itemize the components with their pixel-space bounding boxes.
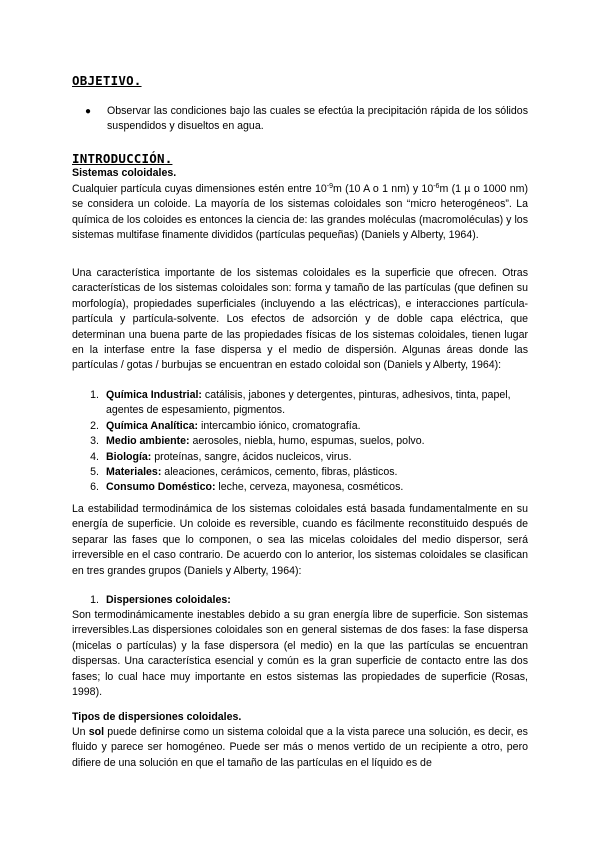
p1-part-a: Cualquier partícula cuyas dimensiones estén entre 10: [72, 183, 327, 195]
bullet-icon: ●: [85, 106, 92, 117]
list-item: 5. Materiales: aleaciones, cerámicos, cemento, fibras, plásticos.: [90, 466, 398, 479]
paragraph-estabilidad: La estabilidad termodinámica de los sistemas coloidales está basada fundamentalmente en su energía de superficie. Un coloide es reversible, cuando es fácilmente reconstituido después de separar las fases que lo componen, o sea las micelas coloidales del medio dispersor, será irreversible en el caso contrario. De acuerdo con lo anterior, los sistemas coloidales se clasifican en tres grandes grupos (Daniels y Alberty, 1964):: [72, 503, 528, 577]
subheading-text: Sistemas coloidales.: [72, 167, 177, 179]
paragraph-caracteristicas: Una característica importante de los sistemas coloidales es la superficie que ofrecen. Otras características de los sistemas coloidales son: forma y tamaño de las partículas (que definen su morfología), propiedades superficiales (incluyendo a las eléctricas), e interacciones partícula-partícula y partícula-solvente. Los efectos de adsorción y de doble capa eléctrica, que determinan una buena parte de las propiedades físicas de los sistemas coloidales, tienen lugar en la interfase entre la fase dispersa y el medio de dispersión. Algunas áreas donde las partículas / gotas / burbujas se encuentran en estado coloidal son (Daniels y Alberty, 1964):: [72, 267, 528, 372]
p5-sol-term: sol: [88, 726, 105, 738]
objetivo-heading: OBJETIVO.: [72, 73, 142, 88]
group-list: [72, 593, 528, 608]
list-item: 4. Biología: proteínas, sangre, ácidos nucleicos, virus.: [90, 450, 352, 463]
paragraph-dispersiones: Son termodinámicamente inestables debido a su gran energía libre de superficie. Son sistemas irreversibles.Las dispersiones coloidales son en general sistemas de dos fases: la fase dispersa (micelas o partículas) y la fase dispersora (el medio) en la que las partículas se encuentran dispersas. Una característica esencial y común es la gran superficie de contacto entre las dos fases; lo cual hace muy importante en estos sistemas las propiedades de superficie (Rosas, 1998).: [72, 609, 528, 699]
list-item: 3. Medio ambiente: aerosoles, niebla, humo, espumas, suelos, polvo.: [90, 435, 425, 448]
objetivo-bullet-text: Observar las condiciones bajo las cuales se efectúa la precipitación rápida de los sólidos suspendidos y disueltos en agua.: [107, 105, 528, 133]
p1-part-c: m (1 µ o 1000 nm) se considera un coloide. La mayoría de los sistemas coloidales son “micro heterogéneos”. La química de los coloides es entonces la ciencia de: las grandes moléculas (macromoléculas) y los sistemas multifase finamente divididos (partículas pequeñas) (Daniels y Alberty, 1964).: [72, 183, 528, 242]
sistemas-coloidales-subheading: [72, 166, 528, 181]
p1-part-b: m (10 A o 1 nm) y 10: [333, 183, 434, 195]
tipos-heading-text: Tipos de dispersiones coloidales.: [72, 711, 242, 723]
areas-list: [72, 388, 528, 496]
list-item: 2. Química Analítica: intercambio iónico, cromatografía.: [90, 419, 361, 432]
p5-part-a: Un: [72, 726, 89, 738]
p5-part-b: puede definirse como un sistema coloidal que a la vista parece una solución, es decir, es fluido y parece ser homogéneo. Puede ser más o menos vertido de un recipiente a otro, pero difiere de una solución en que el tamaño de las partículas en el líquido es de: [72, 726, 528, 769]
tipos-dispersiones-heading: [72, 710, 528, 725]
p1-exponent-1: -9: [326, 183, 333, 190]
list-item: 1. Química Industrial: catálisis, jabones y detergentes, pinturas, adhesivos, tinta, papel, agentes de espesamiento, pigmentos.: [90, 389, 511, 417]
paragraph-sol: [72, 725, 528, 771]
p1-exponent-2: -6: [433, 183, 440, 190]
paragraph-definicion: [72, 182, 528, 244]
list-item: 1. Dispersiones coloidales:: [90, 594, 231, 606]
list-item: 6. Consumo Doméstico: leche, cerveza, mayonesa, cosméticos.: [90, 481, 404, 494]
introduccion-heading: INTRODUCCIÓN.: [72, 151, 173, 166]
objetivo-bullet-item: [85, 104, 528, 135]
